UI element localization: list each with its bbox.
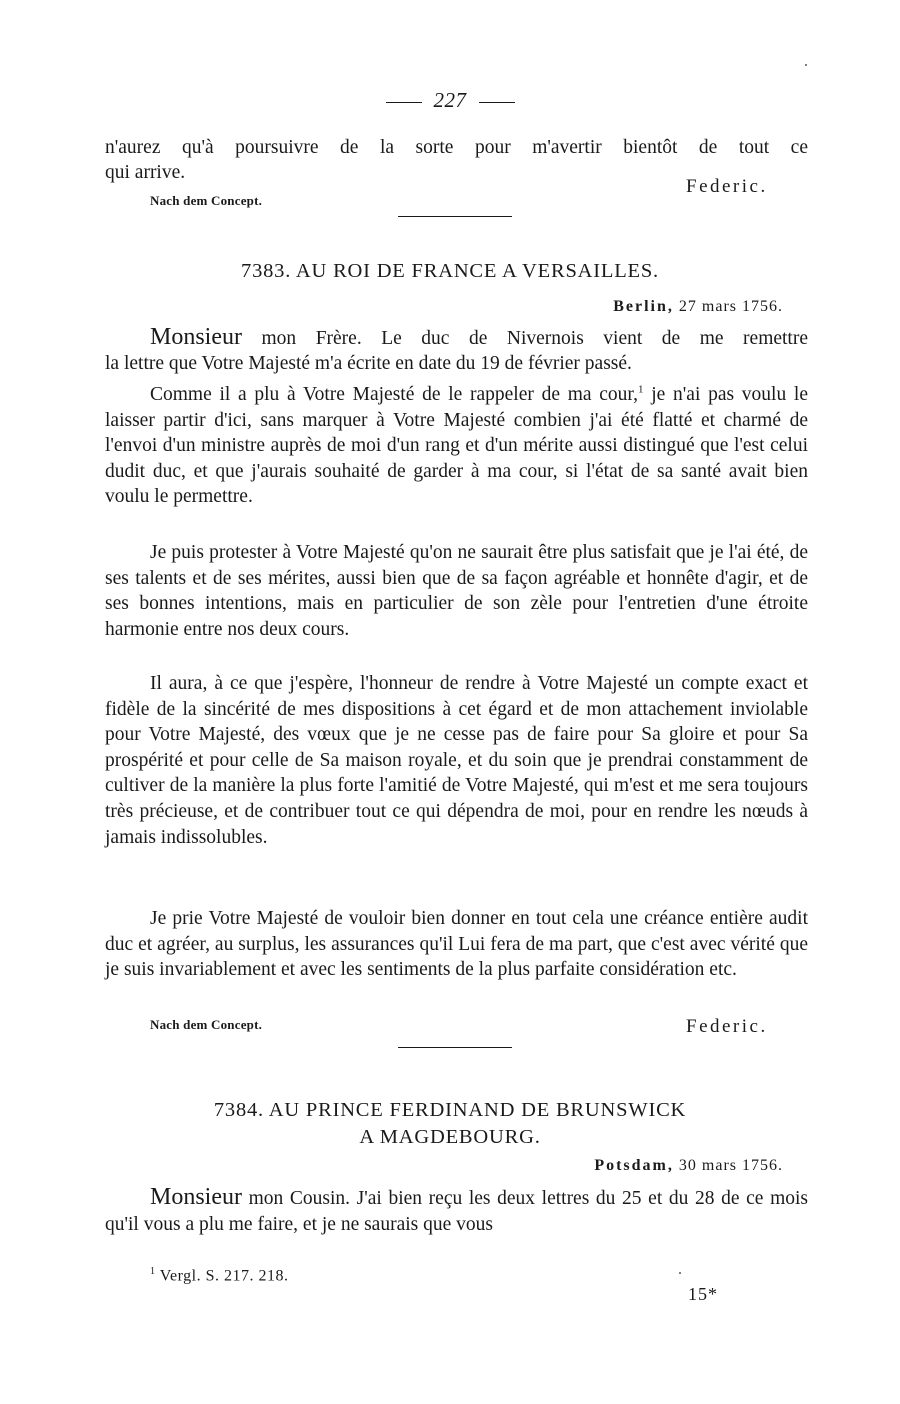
section-divider: [398, 216, 512, 217]
letter-paragraph: Je prie Votre Majesté de vouloir bien donner en tout cela une créance entière audit duc et agréer, au surplus, les assurances qu'il Lui fera de ma part, que c'est avec vérité que je suis invariablement et avec les sentiments de la plus parfaite considération etc.: [105, 908, 808, 981]
footnote: [150, 1266, 288, 1285]
letter-paragraph: Il aura, à ce que j'espère, l'honneur de rendre à Votre Majesté un compte exact et fidèle de la sincérité de mes dispositions à cet égard et de mon attachement inviolable pour Votre Majesté, des vœux que je ne cesse pas de faire pour Sa gloire et pour Sa prospérité et pour celle de Sa maison royale, et du soin que je prendrai constamment de cultiver de la manière la plus forte l'amitié de Votre Majesté, qui m'est et me sera toujours très précieuse, et de contribuer tout ce qui dépendra de moi, pour en rendre les nœuds à jamais indissolubles.: [105, 673, 808, 848]
dateline-date: 27 mars 1756.: [678, 298, 783, 315]
paragraph-text: mon Cousin. J'ai bien reçu les deux lettres du 25 et du 28 de ce mois qu'il vous a plu me faire, et je ne saurais que vous: [105, 1188, 808, 1235]
signature: Federic.: [686, 176, 768, 197]
dateline-place: Potsdam,: [594, 1157, 674, 1174]
letter-heading-line: 7384. AU PRINCE FERDINAND DE BRUNSWICK: [213, 1099, 687, 1121]
paragraph-text: mon Frère. Le duc de Nivernois vient de me remettre: [242, 328, 808, 349]
letter-heading-line: A MAGDEBOURG.: [359, 1126, 541, 1148]
letter-heading: 7383. AU ROI DE FRANCE A VERSAILLES.: [241, 260, 659, 282]
footnote-marker: 1: [150, 1266, 156, 1277]
dateline-date: 30 mars 1756.: [678, 1157, 783, 1174]
source-note: Nach dem Concept.: [150, 1017, 263, 1032]
paragraph-text: Comme il a plu à Votre Majesté de le rappeler de ma cour,: [150, 384, 639, 405]
salutation: Monsieur: [150, 324, 242, 350]
letter-paragraph: [105, 325, 808, 352]
carryover-line-2: qui arrive.: [105, 162, 186, 183]
footnote-reference: 1: [638, 383, 644, 396]
paragraph-line: la lettre que Votre Majesté m'a écrite en date du 19 de février passé.: [105, 353, 632, 374]
dateline: [613, 298, 783, 316]
section-divider: [398, 1047, 512, 1048]
page-number-dash-right: [479, 102, 515, 103]
footnote-text: Vergl. S. 217. 218.: [155, 1267, 289, 1285]
letter-heading: [0, 1097, 900, 1151]
dateline: [594, 1157, 783, 1175]
dateline-place: Berlin,: [613, 298, 674, 315]
signature: Federic.: [686, 1016, 768, 1037]
scan-speck: [805, 64, 807, 66]
paragraph-text: je n'ai pas voulu le laisser partir d'ici, sans marquer à Votre Majesté combien j'ai été flatté et charmé de l'envoi d'un ministre auprès de moi d'un rang et d'un mérite aussi distingué que l'est celui dudit duc, et que j'aurais souhaité de garder à ma cour, si l'état de sa santé avait bien voulu le permettre.: [105, 384, 808, 508]
source-note: Nach dem Concept.: [150, 193, 263, 208]
sheet-signature-mark: 15*: [688, 1284, 718, 1304]
page-number-dash-left: [386, 102, 422, 103]
scan-speck: [679, 1272, 681, 1274]
letter-paragraph: [105, 382, 808, 510]
carryover-line-1: n'aurez qu'à poursuivre de la sorte pour m'avertir bientôt de tout ce: [105, 137, 808, 158]
page-number-line: [0, 88, 900, 113]
salutation: Monsieur: [150, 1184, 242, 1210]
page-number: 227: [433, 88, 467, 112]
letter-paragraph: [105, 1185, 808, 1237]
letter-paragraph: Je puis protester à Votre Majesté qu'on ne saurait être plus satisfait que je l'ai été, de ses talents et de ses mérites, aussi bien que de sa façon agréable et honnête d'agir, et de ses bonnes intentions, mais en particulier de son zèle pour l'entretien d'une étroite harmonie entre nos deux cours.: [105, 542, 808, 640]
